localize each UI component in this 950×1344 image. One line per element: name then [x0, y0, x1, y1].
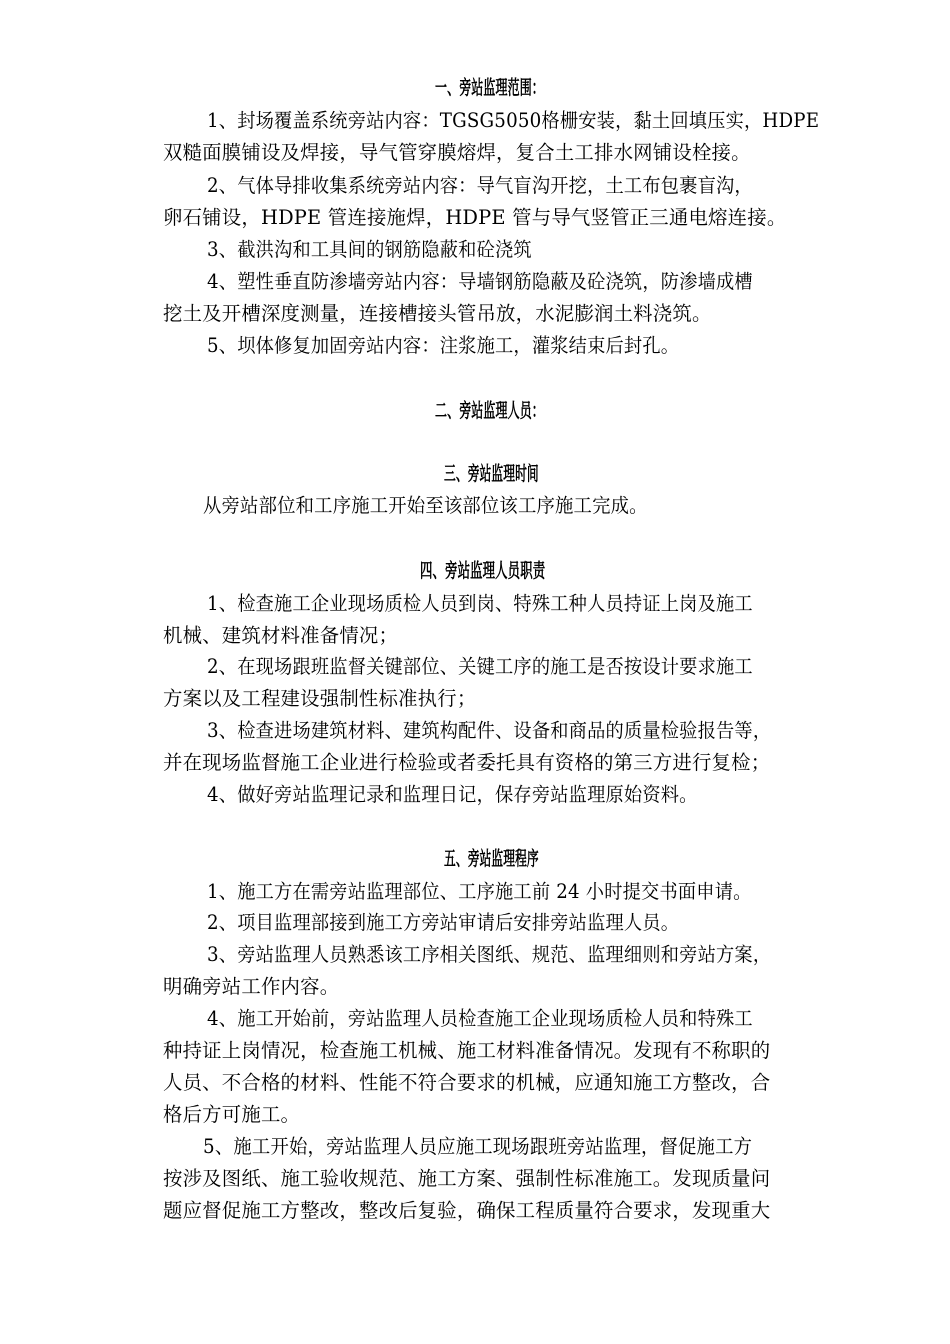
paragraph-line: 人员、不合格的材料、性能不符合要求的机械，应通知施工方整改，合: [163, 1071, 771, 1094]
paragraph-line: 4、做好旁站监理记录和监理日记，保存旁站监理原始资料。: [207, 783, 698, 806]
paragraph-line: 从旁站部位和工序施工开始至该部位该工序施工完成。: [203, 494, 648, 517]
paragraph-line: 2、项目监理部接到施工方旁站审请后安排旁站监理人员。: [207, 911, 680, 934]
paragraph-line: 明确旁站工作内容。: [163, 975, 340, 998]
paragraph-line: 5、坝体修复加固旁站内容：注浆施工，灌浆结束后封孔。: [207, 334, 680, 357]
paragraph-line: 1、检查施工企业现场质检人员到岗、特殊工种人员持证上岗及施工: [207, 592, 753, 615]
paragraph-line: 3、旁站监理人员熟悉该工序相关图纸、规范、监理细则和旁站方案，: [207, 943, 772, 966]
paragraph-line: 3、截洪沟和工具间的钢筋隐蔽和砼浇筑: [207, 238, 532, 261]
section-heading-personnel: 二、旁站监理人员：: [435, 399, 544, 422]
section-heading-duties: 四、旁站监理人员职责: [420, 559, 546, 582]
paragraph-line: 1、封场覆盖系统旁站内容：TGSG5050格栅安装，黏土回填压实，HDPE: [207, 109, 820, 132]
section-heading-scope: 一、旁站监理范围：: [435, 76, 544, 99]
paragraph-line: 并在现场监督施工企业进行检验或者委托具有资格的第三方进行复检；: [163, 751, 771, 774]
section-heading-procedure: 五、旁站监理程序: [444, 847, 539, 870]
paragraph-line: 4、施工开始前，旁站监理人员检查施工企业现场质检人员和特殊工: [207, 1007, 753, 1030]
paragraph-line: 3、检查进场建筑材料、建筑构配件、设备和商品的质量检验报告等，: [207, 719, 772, 742]
section-heading-time: 三、旁站监理时间: [444, 462, 539, 485]
paragraph-line: 种持证上岗情况，检查施工机械、施工材料准备情况。发现有不称职的: [163, 1039, 771, 1062]
paragraph-line: 方案以及工程建设强制性标准执行；: [163, 687, 477, 710]
paragraph-line: 卵石铺设，HDPE 管连接施焊，HDPE 管与导气竖管正三通电熔连接。: [163, 206, 787, 229]
paragraph-line: 4、塑性垂直防渗墙旁站内容：导墙钢筋隐蔽及砼浇筑，防渗墙成槽: [207, 270, 753, 293]
paragraph-line: 按涉及图纸、施工验收规范、施工方案、强制性标准施工。发现质量问: [163, 1167, 771, 1190]
paragraph-line: 5、施工开始，旁站监理人员应施工现场跟班旁站监理，督促施工方: [203, 1135, 753, 1158]
paragraph-line: 2、在现场跟班监督关键部位、关键工序的施工是否按设计要求施工: [207, 655, 753, 678]
paragraph-line: 2、气体导排收集系统旁站内容：导气盲沟开挖，土工布包裹盲沟，: [207, 174, 753, 197]
paragraph-line: 挖土及开槽深度测量，连接槽接头管吊放，水泥膨润土料浇筑。: [163, 302, 712, 325]
paragraph-line: 1、施工方在需旁站监理部位、工序施工前 24 小时提交书面申请。: [207, 880, 752, 903]
paragraph-line: 机械、建筑材料准备情况；: [163, 624, 399, 647]
paragraph-line: 格后方可施工。: [163, 1103, 301, 1126]
paragraph-line: 双糙面膜铺设及焊接，导气管穿膜熔焊，复合土工排水网铺设栓接。: [163, 141, 751, 164]
paragraph-line: 题应督促施工方整改，整改后复验，确保工程质量符合要求，发现重大: [163, 1199, 771, 1222]
